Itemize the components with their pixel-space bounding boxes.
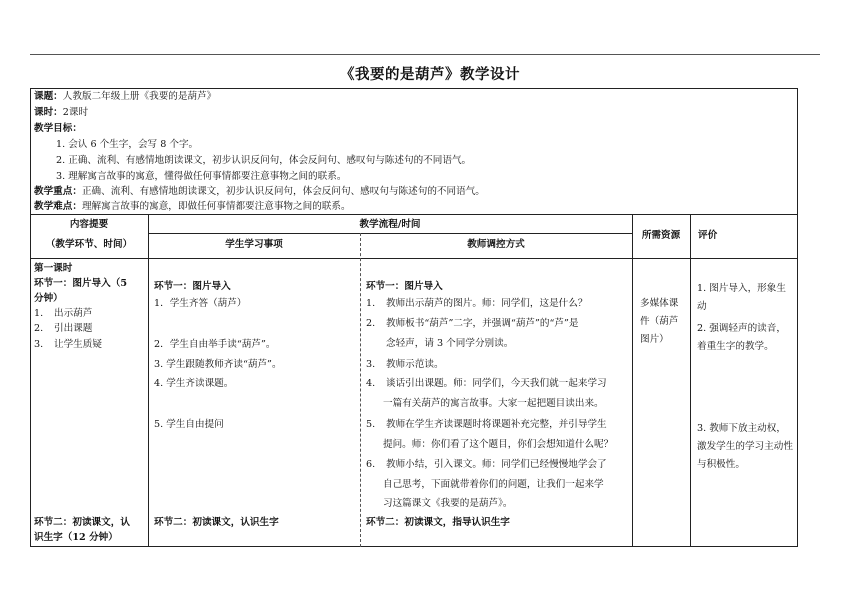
topic-line — [34, 90, 216, 104]
step2-title-cont: 识生字（12 分钟） — [34, 532, 118, 543]
topic-value: 人教版二年级上册《我要的是葫芦》 — [62, 91, 217, 102]
content-head-line1: 内容提要 — [69, 219, 109, 230]
list-item-cont: 念轻声，请 3 个同学分别读。 — [386, 338, 514, 349]
goal-item: 2. 正确、流利、有感情地朗读课文，初步认识反问句，体会反问句、感叹句与陈述句的不同语气。 — [56, 155, 472, 166]
student-step1-title: 环节一：图片导入 — [154, 281, 231, 292]
table-head-divider — [30, 258, 798, 259]
difficulty-value: 理解寓言故事的寓意，即做任何事情都要注意事物之间的联系。 — [81, 201, 351, 212]
list-item: 6. 教师小结，引入课文。师：同学们已经慢慢地学会了 — [366, 459, 607, 470]
list-item-cont: 习这篇课文《我要的是葫芦》。 — [383, 498, 513, 509]
list-item: 1．学生齐答（葫芦） — [154, 298, 247, 309]
list-item: 2. 引出课题 — [34, 323, 93, 334]
list-item: 4. 学生齐读课题。 — [154, 378, 234, 389]
evaluation-item: 1. 图片导入，形象生动 — [697, 283, 786, 312]
evaluation-head: 评价 — [698, 230, 718, 241]
resources-head: 所需资源 — [641, 230, 681, 241]
process-subheader-divider — [148, 233, 632, 234]
goal-item: 1. 会认 6 个生字，会写 8 个字。 — [56, 139, 199, 150]
list-item-cont: 提问。师：你们看了这个题目，你们会想知道什么呢？ — [383, 439, 614, 450]
key-line — [34, 185, 485, 199]
list-item: 2. 教师板书“葫芦”二字，并强调“葫芦”的“芦”是 — [366, 318, 579, 329]
list-item: 3. 让学生质疑 — [34, 339, 102, 350]
list-item: 3. 教师示范读。 — [366, 359, 444, 370]
difficulty-line — [34, 200, 351, 214]
difficulty-label: 教学难点： — [34, 201, 82, 212]
hours-line — [34, 106, 88, 120]
teacher-step2-title: 环节二：初读课文，指导认识生字 — [366, 517, 510, 528]
goals-label: 教学目标： — [34, 123, 82, 134]
step1-title: 环节一：图片导入（5 — [34, 278, 128, 289]
step2-title: 环节二：初读课文，认 — [34, 517, 130, 528]
col-divider-content — [148, 214, 149, 547]
list-item: 5. 教师在学生齐读课题时将课题补充完整，并引导学生 — [366, 419, 607, 430]
list-item: 1. 出示葫芦 — [34, 308, 93, 319]
list-item: 1. 教师出示葫芦的图片。师：同学们，这是什么？ — [366, 298, 588, 309]
evaluation-item: 3. 教师下放主动权，激发学生的学习主动性与积极性。 — [697, 423, 793, 470]
teacher-head: 教师调控方式 — [467, 239, 525, 250]
col-divider-student — [360, 233, 361, 547]
topic-label: 课题： — [34, 91, 63, 102]
goal-item: 3. 理解寓言故事的寓意，懂得做任何事情都要注意事物之间的联系。 — [56, 171, 347, 182]
list-item: 2．学生自由举手读“葫芦”。 — [154, 339, 276, 350]
evaluation-item: 2. 强调轻声的读音，着重生字的教学。 — [697, 323, 786, 352]
col-divider-resources — [690, 214, 691, 547]
content-head-line2: （教学环节、时间） — [45, 239, 133, 250]
list-item-cont: 自己思考，下面就带着你们的问题，让我们一起来学 — [383, 479, 604, 490]
step1-title-cont: 分钟） — [34, 293, 63, 304]
lesson-label: 第一课时 — [34, 263, 73, 274]
resources-text: 多媒体课件（葫芦图片） — [640, 298, 679, 345]
key-value: 正确、流利、有感情地朗读课文，初步认识反问句，体会反问句、感叹句与陈述句的不同语气。 — [81, 186, 485, 197]
process-head: 教学流程/时间 — [359, 219, 421, 230]
hours-value: 2课时 — [62, 107, 89, 118]
teacher-step1-title: 环节一：图片导入 — [366, 281, 443, 292]
list-item: 3. 学生跟随教师齐读“葫芦”。 — [154, 359, 282, 370]
page-title: 《我要的是葫芦》教学设计 — [340, 66, 520, 83]
list-item-cont: 一篇有关葫芦的寓言故事。大家一起把题目读出来。 — [383, 398, 604, 409]
list-item: 4. 谈话引出课题。师：同学们，今天我们就一起来学习 — [366, 378, 607, 389]
list-item: 5. 学生自由提问 — [154, 419, 224, 430]
hours-label: 课时： — [34, 107, 63, 118]
header-divider — [30, 214, 798, 215]
student-head: 学生学习事项 — [225, 239, 283, 250]
key-label: 教学重点： — [34, 186, 82, 197]
col-divider-teacher — [632, 214, 633, 547]
student-step2-title: 环节二：初读课文，认识生字 — [154, 517, 279, 528]
header-rule — [30, 54, 820, 55]
